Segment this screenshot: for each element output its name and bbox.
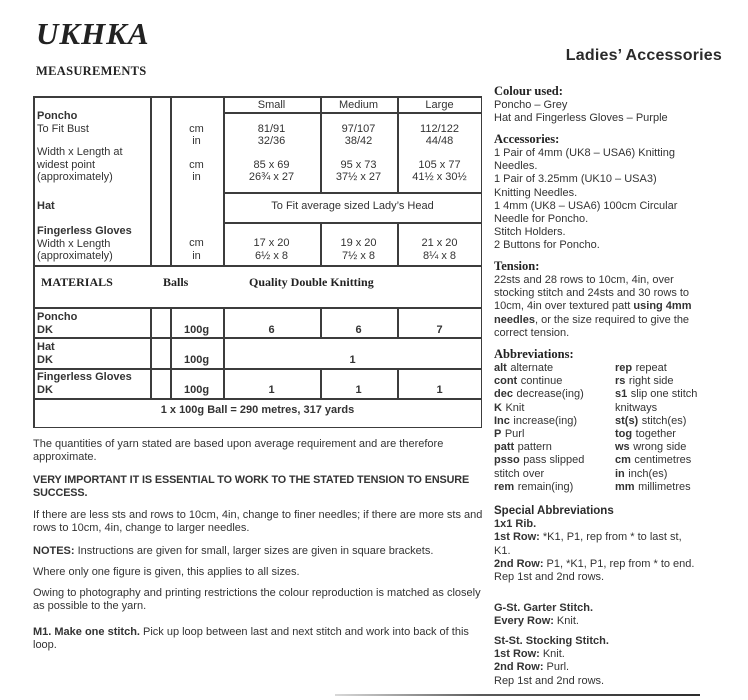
- table-rule: [397, 222, 399, 265]
- accessory-line: Stitch Holders.: [494, 226, 566, 239]
- table-rule: [33, 398, 482, 400]
- gloves-large-in: 8¼ x 8: [422, 249, 457, 262]
- table-rule: [33, 96, 482, 98]
- accessory-line: 1 Pair of 3.25mm (UK10 – USA3) Knitting Needles.: [494, 173, 657, 199]
- tension-heading: Tension:: [494, 259, 540, 273]
- materials-row-item: Poncho: [37, 311, 78, 323]
- accessory-line: 1 4mm (UK8 – USA6) 100cm Circular Needle for Poncho.: [494, 199, 678, 226]
- abbr-row: patt pattern ws wrong side: [494, 441, 687, 454]
- table-rule: [33, 337, 482, 339]
- measurements-heading: MEASUREMENTS: [36, 64, 147, 78]
- unit-cm: cm: [189, 122, 204, 135]
- materials-row-item: Fingerless Gloves: [37, 371, 132, 383]
- table-rule: [223, 307, 225, 398]
- stst-title: St-St. Stocking Stitch.: [494, 635, 609, 647]
- size-header-small: Small: [257, 99, 286, 111]
- gloves-small-in: 6½ x 8: [254, 249, 289, 262]
- unit-cm: cm: [189, 158, 204, 171]
- garter-stitch-section: [494, 602, 700, 628]
- table-rule: [223, 222, 482, 224]
- gloves-large-cm: 21 x 20: [421, 237, 458, 249]
- special-abbreviations-section: [494, 505, 700, 584]
- bust-large-in: 44/48: [425, 135, 454, 147]
- gloves-label-2: Width x Length: [37, 237, 111, 250]
- accessories-section: [494, 132, 722, 253]
- gloves-label: Fingerless Gloves: [37, 225, 132, 237]
- abbr-row: alt alternate rep repeat: [494, 362, 667, 374]
- gloves-small-cm: 17 x 20: [253, 237, 290, 249]
- table-rule: [33, 368, 482, 370]
- stocking-stitch-section: [494, 635, 700, 688]
- ukhka-logo: UKHKA: [36, 16, 150, 51]
- abbr-row: cont continue rs right side: [494, 375, 674, 388]
- table-rule: [223, 192, 482, 194]
- table-rule: [320, 222, 322, 265]
- materials-row-weight: 100g: [183, 353, 210, 366]
- wxl-large-in: 41½ x 30½: [412, 171, 467, 183]
- stst-row-2: 2nd Row: Purl.: [494, 661, 570, 674]
- stst-row-1: 1st Row: Knit.: [494, 648, 565, 661]
- table-rule: [320, 96, 322, 192]
- balls-small: 6: [268, 323, 275, 336]
- colour-heading: Colour used:: [494, 84, 563, 98]
- abbreviations-heading: Abbreviations:: [494, 347, 574, 361]
- rib-title: 1x1 Rib.: [494, 518, 537, 531]
- bust-small-cm: 81/91: [257, 122, 286, 135]
- note-one-figure: Where only one figure is given, this applies to all sizes.: [33, 566, 300, 578]
- measurements-materials-table: [33, 96, 482, 428]
- materials-row-sub: DK: [37, 323, 53, 336]
- materials-row-weight: 100g: [183, 383, 210, 396]
- hat-label: Hat: [37, 200, 55, 212]
- accessory-line: 2 Buttons for Poncho.: [494, 239, 600, 252]
- table-rule: [397, 96, 399, 192]
- note-tension-adjust: If there are less sts and rows to 10cm, 4in, change to finer needles; if there are more sts and rows to 10cm, 4in, change to larger needles.: [33, 509, 483, 535]
- tension-section: [494, 259, 722, 340]
- gst-row-1: Every Row: Knit.: [494, 615, 579, 628]
- table-rule: [150, 307, 152, 398]
- balls-large: 1: [436, 383, 443, 396]
- unit-cm: cm: [189, 237, 204, 249]
- table-rule: [150, 96, 152, 265]
- stst-rep: Rep 1st and 2nd rows.: [494, 674, 605, 687]
- note-m1: M1. Make one stitch. Pick up loop between last and next stitch and work into back of this loop.: [33, 626, 469, 652]
- tension-text: 22sts and 28 rows to 10cm, 4in, over stocking stitch and 24sts and 30 rows to 10cm, 4in over textured patt using 4mm needles, or the size required to give the correct tension.: [494, 274, 692, 339]
- abbr-row: K Knit knitways: [494, 401, 658, 414]
- table-rule: [33, 96, 35, 428]
- gloves-medium-in: 7½ x 8: [341, 249, 376, 262]
- materials-row-sub: DK: [37, 383, 53, 396]
- materials-heading: MATERIALS: [41, 275, 113, 289]
- rib-rep: Rep 1st and 2nd rows.: [494, 571, 605, 584]
- table-rule: [223, 112, 482, 114]
- notes-label: NOTES:: [33, 545, 75, 557]
- m1-label: M1. Make one stitch.: [33, 626, 140, 638]
- bust-medium-in: 38/42: [344, 135, 373, 147]
- accessories-heading: Accessories:: [494, 132, 560, 146]
- table-rule: [33, 307, 482, 309]
- unit-in: in: [192, 249, 201, 262]
- rib-row-1: 1st Row: *K1, P1, rep from * to last st, K1.: [494, 531, 682, 557]
- table-rule: [33, 427, 482, 429]
- table-rule: [170, 307, 172, 398]
- table-rule: [33, 265, 482, 267]
- quality-heading: Quality Double Knitting: [249, 275, 374, 289]
- balls-large: 7: [436, 323, 443, 336]
- special-abbr-heading: Special Abbreviations: [494, 505, 614, 517]
- note-sizes: NOTES: Instructions are given for small, larger sizes are given in square brackets.: [33, 545, 434, 557]
- balls-medium: 1: [355, 383, 362, 396]
- hat-fit-value: To Fit average sized Lady’s Head: [271, 200, 434, 212]
- wxl-label-2: widest point: [37, 158, 96, 171]
- balls-small: 1: [268, 383, 275, 396]
- gst-title: G-St. Garter Stitch.: [494, 602, 594, 614]
- abbreviations-section: [494, 347, 722, 494]
- colour-line: Poncho – Grey: [494, 99, 568, 111]
- abbr-row: P Purl tog together: [494, 428, 676, 441]
- wxl-medium-in: 37½ x 27: [335, 171, 382, 183]
- gloves-medium-cm: 19 x 20: [340, 237, 377, 249]
- colour-line: Hat and Fingerless Gloves – Purple: [494, 112, 668, 125]
- bust-small-in: 32/36: [257, 135, 286, 147]
- page-bottom-line: [335, 694, 700, 696]
- poncho-label: Poncho: [37, 110, 78, 122]
- bust-medium-cm: 97/107: [341, 122, 376, 135]
- materials-row-weight: 100g: [183, 323, 210, 336]
- abbr-row: rem remain(ing) mm millimetres: [494, 480, 691, 493]
- gloves-label-3: (approximately): [37, 250, 113, 262]
- ball-info: 1 x 100g Ball = 290 metres, 317 yards: [160, 404, 355, 416]
- wxl-label-1: Width x Length at: [37, 146, 123, 158]
- balls-all-sizes: 1: [349, 353, 356, 366]
- table-rule: [223, 96, 225, 265]
- wxl-label-3: (approximately): [37, 171, 113, 183]
- table-rule: [397, 307, 399, 337]
- wxl-small-cm: 85 x 69: [253, 158, 290, 171]
- wxl-medium-cm: 95 x 73: [340, 158, 377, 171]
- note-quantities: The quantities of yarn stated are based upon average requirement and are therefore approximate.: [33, 438, 444, 464]
- materials-row-sub: DK: [37, 353, 53, 366]
- note-important: VERY IMPORTANT IT IS ESSENTIAL TO WORK TO THE STATED TENSION TO ENSURE SUCCESS.: [33, 474, 470, 500]
- wxl-small-in: 26¾ x 27: [248, 171, 295, 183]
- table-rule: [170, 96, 172, 265]
- table-rule: [397, 368, 399, 398]
- wxl-large-cm: 105 x 77: [418, 158, 461, 171]
- abbr-row: psso pass slipped cm centimetres: [494, 454, 692, 467]
- abbr-row: stitch over in inch(es): [494, 467, 668, 480]
- unit-in: in: [192, 171, 201, 183]
- materials-row-item: Hat: [37, 341, 55, 353]
- colour-section: [494, 84, 722, 125]
- abbr-row: Inc increase(ing) st(s) stitch(es): [494, 414, 687, 427]
- balls-medium: 6: [355, 323, 362, 336]
- rib-row-2: 2nd Row: P1, *K1, P1, rep from * to end.: [494, 557, 695, 570]
- table-rule: [320, 368, 322, 398]
- unit-in: in: [192, 135, 201, 147]
- size-header-medium: Medium: [338, 99, 379, 111]
- table-rule: [481, 96, 483, 428]
- to-fit-bust-label: To Fit Bust: [37, 122, 89, 135]
- accessory-line: 1 Pair of 4mm (UK8 – USA6) Knitting Needles.: [494, 147, 675, 173]
- abbr-row: dec decrease(ing) s1 slip one stitch: [494, 388, 698, 401]
- size-header-large: Large: [425, 99, 454, 111]
- balls-heading: Balls: [163, 275, 189, 289]
- table-rule: [320, 307, 322, 337]
- note-photography: Owing to photography and printing restrictions the colour reproduction is matched as closely as possible to the yarn.: [33, 587, 481, 613]
- bust-large-cm: 112/122: [420, 122, 459, 135]
- page-title: Ladies’ Accessories: [565, 47, 722, 64]
